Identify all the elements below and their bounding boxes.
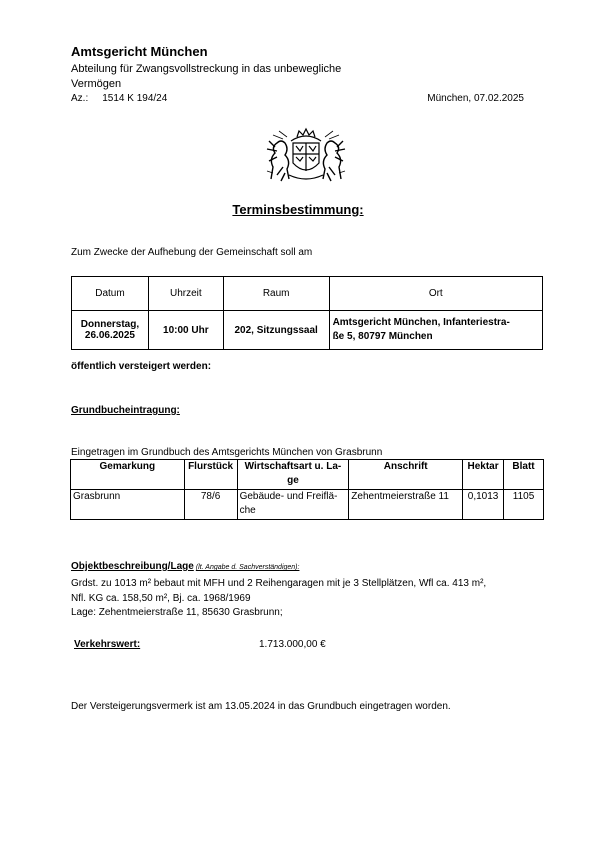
land-register-title: Grundbucheintragung: — [71, 405, 180, 416]
land-register-table — [70, 459, 544, 520]
header-anschrift: Anschrift — [349, 460, 463, 490]
ort-line-2: ße 5, 80797 München — [332, 331, 433, 342]
appointment-table — [71, 276, 543, 350]
header-uhrzeit: Uhrzeit — [148, 277, 223, 311]
cell-flurstueck: 78/6 — [184, 490, 237, 520]
header-datum: Datum — [72, 277, 149, 311]
court-name: Amtsgericht München — [71, 44, 208, 59]
cell-gemarkung: Grasbrunn — [71, 490, 185, 520]
intro-text: Zum Zwecke der Aufhebung der Gemeinschaft soll am — [71, 247, 313, 258]
appointment-table-row — [72, 311, 543, 350]
market-value: 1.713.000,00 € — [259, 639, 326, 650]
land-register-header — [71, 460, 544, 490]
bavarian-coat-of-arms-icon — [263, 127, 349, 184]
wirtschaftsart-header-line-2: ge — [287, 475, 299, 486]
cell-wirtschaftsart — [237, 490, 349, 520]
file-number-label: Az.: — [71, 93, 89, 104]
object-description-line-1: Grdst. zu 1013 m² bebaut mit MFH und 2 Reihengaragen mit je 3 Stellplätzen, Wfl ca. 413 m², — [71, 578, 487, 589]
cell-blatt: 1105 — [504, 490, 544, 520]
object-description-note: (lt. Angabe d. Sachverständigen): — [195, 564, 300, 571]
datum-weekday: Donnerstag, — [80, 319, 140, 330]
cell-anschrift: Zehentmeierstraße 11 — [349, 490, 463, 520]
cell-raum: 202, Sitzungssaal — [223, 311, 329, 350]
land-register-row — [71, 490, 544, 520]
auction-statement: öffentlich versteigert werden: — [71, 361, 212, 372]
file-number — [71, 93, 167, 104]
header-hektar: Hektar — [463, 460, 504, 490]
header-gemarkung: Gemarkung — [71, 460, 185, 490]
header-blatt: Blatt — [504, 460, 544, 490]
cell-uhrzeit: 10:00 Uhr — [148, 311, 223, 350]
wirtschaftsart-header-line-1: Wirtschaftsart u. La- — [244, 461, 342, 472]
page-title: Terminsbestimmung: — [232, 202, 364, 217]
header-raum: Raum — [223, 277, 329, 311]
file-number-value: 1514 K 194/24 — [102, 93, 168, 104]
cell-hektar: 0,1013 — [463, 490, 504, 520]
object-description-title — [71, 561, 299, 572]
ort-line-1: Amtsgericht München, Infanteriestra- — [332, 317, 510, 328]
appointment-table-header — [72, 277, 543, 311]
land-register-text: Eingetragen im Grundbuch des Amtsgerichts München von Grasbrunn — [71, 447, 383, 458]
wirtschaftsart-line-1: Gebäude- und Freiflä- — [239, 491, 338, 502]
datum-date: 26.06.2025 — [84, 330, 135, 341]
cell-ort — [329, 311, 542, 350]
cell-datum — [72, 311, 149, 350]
market-value-label: Verkehrswert: — [74, 639, 141, 650]
place-date: München, 07.02.2025 — [427, 93, 524, 104]
object-description-heading: Objektbeschreibung/Lage — [71, 561, 194, 572]
wirtschaftsart-line-2: che — [239, 505, 256, 516]
header-wirtschaftsart — [237, 460, 349, 490]
object-location: Lage: Zehentmeierstraße 11, 85630 Grasbrunn; — [71, 607, 283, 618]
header-flurstueck: Flurstück — [184, 460, 237, 490]
object-description-line-2: Nfl. KG ca. 158,50 m², Bj. ca. 1968/1969 — [71, 593, 251, 604]
header-ort: Ort — [329, 277, 542, 311]
auction-note: Der Versteigerungsvermerk ist am 13.05.2024 in das Grundbuch eingetragen worden. — [71, 701, 451, 712]
department: Abteilung für Zwangsvollstreckung in das unbewegliche Vermögen — [71, 63, 342, 90]
